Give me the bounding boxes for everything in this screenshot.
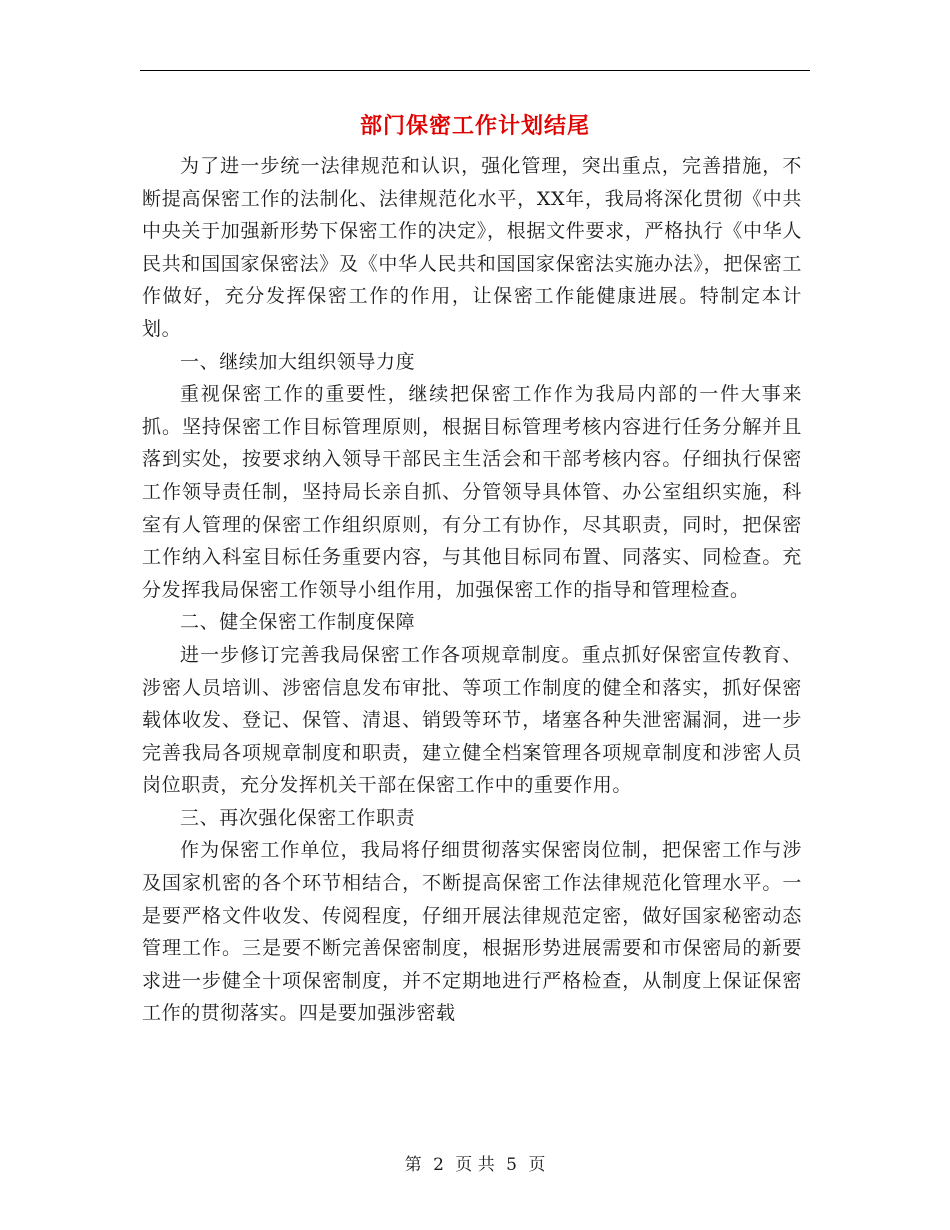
section-heading-1: 一、继续加大组织领导力度 <box>180 350 416 373</box>
section-paragraph-1: 重视保密工作的重要性，继续把保密工作作为我局内部的一件大事来抓。坚持保密工作目标管理原则，根据目标管理考核内容进行任务分解并且落到实处，按要求纳入领导干部民主生活会和干部考核内容。仔细执行保密工作领导责任制，坚持局长亲自抓、分管领导具体管、办公室组织实施，科室有人管理的保密工作组织原则，有分工有协作，尽其职责，同时，把保密工作纳入科室目标任务重要内容，与其他目标同布置、同落实、同检查。充分发挥我局保密工作领导小组作用，加强保密工作的指导和管理检查。 <box>142 383 802 601</box>
footer-suffix: 页 <box>528 1155 546 1175</box>
section-paragraph-3: 作为保密工作单位，我局将仔细贯彻落实保密岗位制，把保密工作与涉及国家机密的各个环节相结合，不断提高保密工作法律规范化管理水平。一是要严格文件收发、传阅程度，仔细开展法律规范定密，做好国家秘密动态管理工作。三是要不断完善保密制度，根据形势进展需要和市保密局的新要求进一步健全十项保密制度，并不定期地进行严格检查，从制度上保证保密工作的贯彻落实。四是要加强涉密载 <box>142 839 802 1025</box>
document-title: 部门保密工作计划结尾 <box>359 113 590 139</box>
section-heading-2: 二、健全保密工作制度保障 <box>180 611 416 634</box>
footer-middle: 页 共 <box>455 1155 495 1175</box>
page-footer <box>0 1152 950 1178</box>
section-heading-3: 三、再次强化保密工作职责 <box>180 806 416 829</box>
footer-current-page: 2 <box>433 1155 444 1175</box>
footer-total-pages: 5 <box>506 1155 517 1175</box>
footer-prefix: 第 <box>404 1155 422 1175</box>
header-rule <box>140 70 810 71</box>
section-paragraph-2: 进一步修订完善我局保密工作各项规章制度。重点抓好保密宣传教育、涉密人员培训、涉密信息发布审批、等项工作制度的健全和落实，抓好保密载体收发、登记、保管、清退、销毁等环节，堵塞各种失泄密漏洞，进一步完善我局各项规章制度和职责，建立健全档案管理各项规章制度和涉密人员岗位职责，充分发挥机关干部在保密工作中的重要作用。 <box>142 643 802 797</box>
document-body <box>142 150 802 1030</box>
intro-paragraph: 为了进一步统一法律规范和认识，强化管理，突出重点，完善措施，不断提高保密工作的法制化、法律规范化水平，XX年，我局将深化贯彻《中共中央关于加强新形势下保密工作的决定》，根据文件要求，严格执行《中华人民共和国国家保密法》及《中华人民共和国国家保密法实施办法》，把保密工作做好，充分发挥保密工作的作用，让保密工作能健康进展。特制定本计划。 <box>142 155 802 340</box>
